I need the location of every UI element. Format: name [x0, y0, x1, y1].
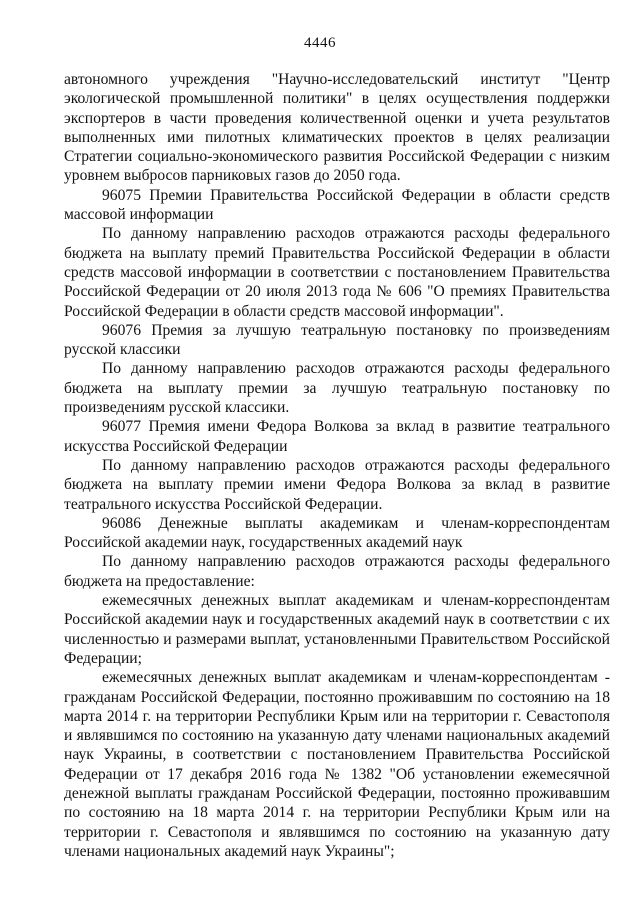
page-number: 4446	[304, 35, 336, 51]
paragraph-96086-item-1: ежемесячных денежных выплат академикам и членам-корреспондентам Российской академии наук и государственных академий наук в соответствии с их численностью и размерами выплат, установленными Правительством Российской Федерации;	[64, 592, 610, 667]
document-body	[64, 70, 610, 861]
paragraph-96075-description: По данному направлению расходов отражаются расходы федерального бюджета на выплату премий Правительства Российской Федерации в области средств массовой информации в соответствии с постановлением Правительства Российской Федерации от 20 июля 2013 года № 606 "О премиях Правительства Российской Федерации в области средств массовой информации".	[64, 225, 610, 320]
section-heading-96086: 96086 Денежные выплаты академикам и членам-корреспондентам Российской академии наук, государственных академий наук	[64, 514, 610, 552]
section-heading-96076: 96076 Премия за лучшую театральную постановку по произведениям русской классики	[64, 321, 610, 359]
paragraph-96086-item-2: ежемесячных денежных выплат академикам и членам-корреспондентам - гражданам Российской Федерации, постоянно проживавшим по состоянию на 18 марта 2014 г. на территории Республики Крым или на территории г. Севастополя и являвшимся по состоянию на указанную дату членами национальных академий наук Украины, в соответствии с постановлением Правительства Российской Федерации от 17 декабря 2016 года № 1382 "Об установлении ежемесячной денежной выплаты гражданам Российской Федерации, постоянно проживавшим по состоянию на 18 марта 2014 г. на территории Республики Крым или на территории г. Севастополя и являвшимся по состоянию на указанную дату членами национальных академий наук Украины";	[64, 669, 610, 860]
paragraph-96076-description: По данному направлению расходов отражаются расходы федерального бюджета на выплату премии за лучшую театральную постановку по произведениям русской классики.	[64, 360, 610, 417]
paragraph-continuation: автономного учреждения "Научно-исследовательский институт "Центр экологической промышленной политики" в целях осуществления поддержки экспортеров в части проведения количественной оценки и учета результатов выполненных ими пилотных климатических проектов в целях реализации Стратегии социально-экономического развития Российской Федерации с низким уровнем выбросов парниковых газов до 2050 года.	[64, 71, 610, 185]
section-heading-96077: 96077 Премия имени Федора Волкова за вклад в развитие театрального искусства Российской Федерации	[64, 418, 610, 455]
paragraph-96077-description: По данному направлению расходов отражаются расходы федерального бюджета на выплату премии имени Федора Волкова за вклад в развитие театрального искусства Российской Федерации.	[64, 456, 610, 513]
section-heading-96075: 96075 Премии Правительства Российской Федерации в области средств массовой информации	[64, 186, 610, 224]
paragraph-96086-intro: По данному направлению расходов отражаются расходы федерального бюджета на предоставление:	[64, 553, 610, 590]
